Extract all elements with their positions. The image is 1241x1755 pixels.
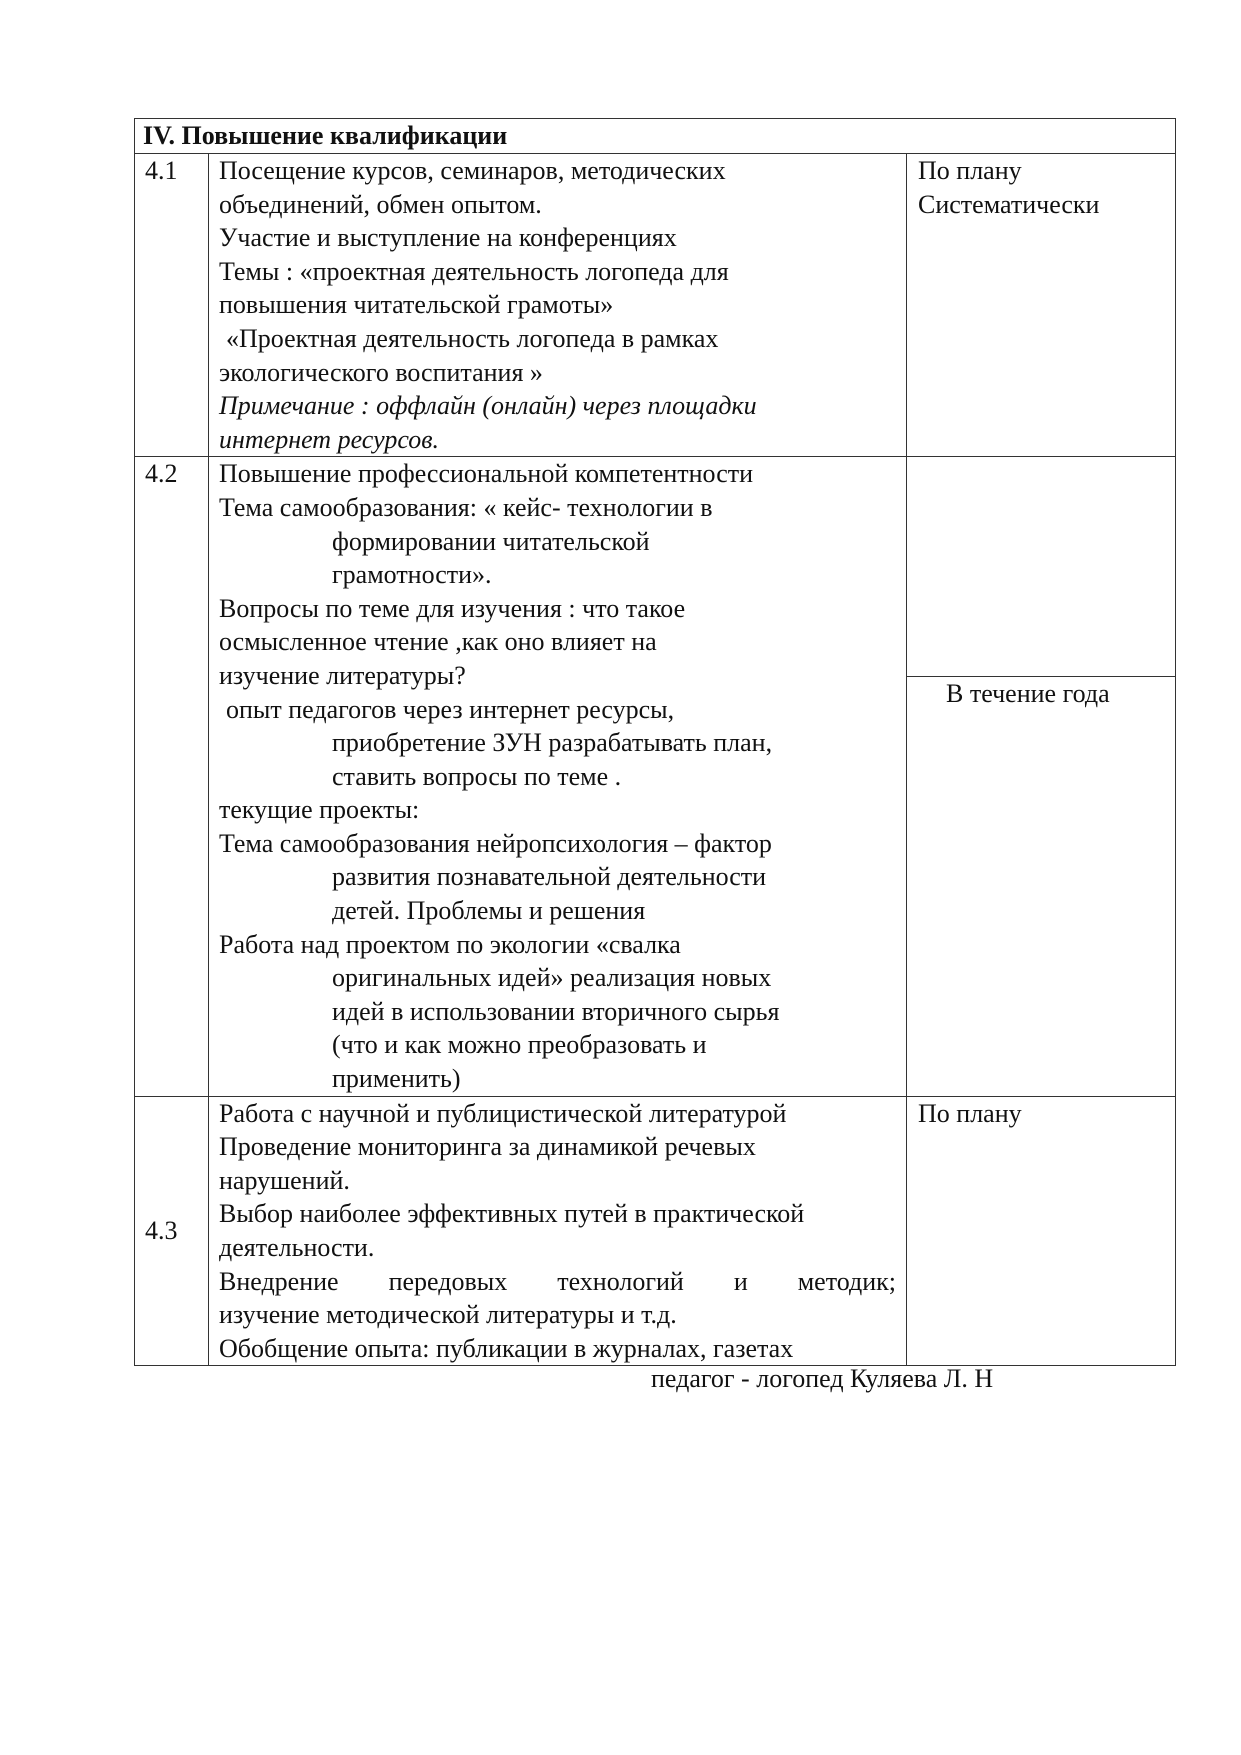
content-line: ставить вопросы по теме . (332, 761, 622, 791)
signature: педагог - логопед Куляева Л. Н (651, 1364, 994, 1393)
row-number (135, 457, 209, 1096)
table-row (135, 154, 1176, 457)
content-line: оригинальных идей» реализация новых (332, 963, 772, 993)
term-line: В течение года (946, 679, 1110, 709)
content-line: приобретение ЗУН разрабатывать план, (332, 728, 773, 758)
content-line: экологического воспитания » (219, 357, 543, 387)
content-line: осмысленное чтение ,как оно влияет на (219, 627, 657, 657)
content-line: Выбор наиболее эффективных путей в практической (219, 1199, 805, 1229)
content-line: Повышение профессиональной компетентности (219, 459, 754, 489)
content-line: Обобщение опыта: публикации в журналах, газетах (219, 1333, 794, 1363)
content-line: (что и как можно преобразовать и (332, 1030, 707, 1060)
row-term (907, 154, 1176, 457)
qualification-table (134, 118, 1176, 1366)
content-line: деятельности. (219, 1233, 375, 1262)
content-line: Работа над проектом по экологии «свалка (219, 929, 681, 959)
content-line: Темы : «проектная деятельность логопеда для (219, 256, 729, 286)
content-line: Вопросы по теме для изучения : что такое (219, 593, 686, 623)
content-line: Работа с научной и публицистической литературой (219, 1098, 787, 1128)
row-term (907, 1096, 1176, 1366)
row-number-text: 4.3 (145, 1216, 178, 1246)
row-number (135, 1096, 209, 1366)
row-term (907, 457, 1176, 1096)
content-line: объединений, обмен опытом. (219, 189, 542, 219)
row-content (209, 457, 907, 1096)
content-line: опыт педагогов через интернет ресурсы, (226, 694, 675, 724)
content-line: текущие проекты: (219, 795, 420, 825)
content-line: Посещение курсов, семинаров, методических (219, 156, 726, 185)
content-line: Проведение мониторинга за динамикой речевых (219, 1132, 756, 1162)
content-line: Тема самообразования: « кейс- технологии в (219, 492, 713, 522)
section-title: IV. Повышение квалификации (135, 119, 1176, 154)
content-line: Тема самообразования нейропсихология – фактор (219, 828, 772, 858)
content-line: Внедрение передовых технологий и методик; (219, 1266, 896, 1296)
content-line: развития познавательной деятельности (332, 862, 767, 892)
content-line: изучение методической литературы и т.д. (219, 1300, 677, 1330)
note-line: Примечание : оффлайн (онлайн) через площадки (219, 391, 757, 421)
term-empty-area (907, 457, 1175, 677)
content-line: детей. Проблемы и решения (332, 896, 646, 926)
term-line: Систематически (918, 189, 1100, 219)
note-line: интернет ресурсов. (219, 424, 440, 454)
content-line: формировании читательской (332, 526, 650, 556)
term-split (907, 457, 1175, 711)
section-header-row (135, 119, 1176, 154)
row-number (135, 154, 209, 457)
table-row (135, 1096, 1176, 1366)
content-line: повышения читательской грамоты» (219, 290, 614, 320)
content-line: идей в использовании вторичного сырья (332, 996, 780, 1026)
term-line: По плану (918, 1098, 1022, 1128)
table-row (135, 457, 1176, 1096)
content-line: грамотности». (332, 560, 492, 590)
row-number-text: 4.1 (145, 156, 178, 185)
content-line: нарушений. (219, 1165, 350, 1195)
content-line: изучение литературы? (219, 660, 466, 690)
content-line: Участие и выступление на конференциях (219, 223, 677, 253)
row-content (209, 154, 907, 457)
term-line: По плану (918, 156, 1022, 185)
content-line: применить) (332, 1064, 461, 1094)
row-content (209, 1096, 907, 1366)
row-number-text: 4.2 (145, 459, 178, 489)
content-line: «Проектная деятельность логопеда в рамках (226, 323, 719, 353)
